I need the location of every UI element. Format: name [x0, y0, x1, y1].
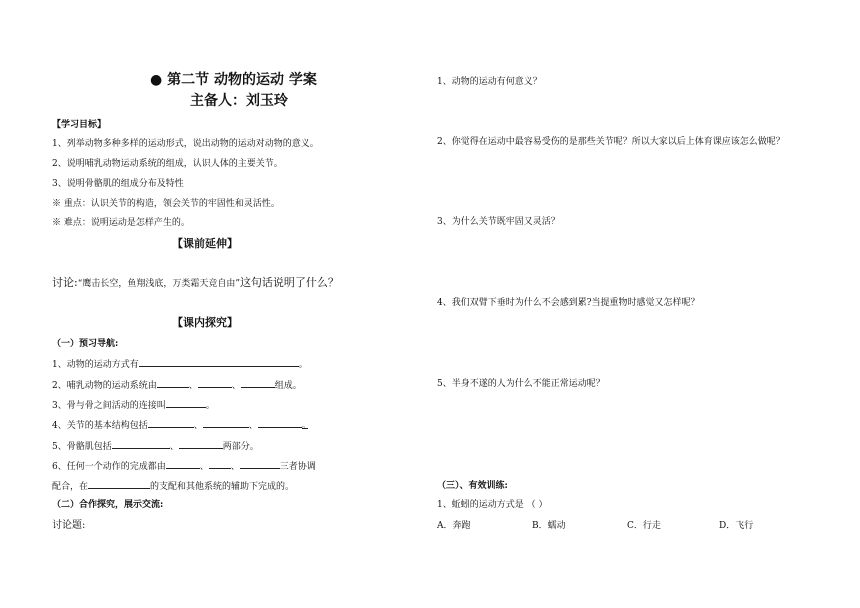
- document-title: [150, 69, 317, 89]
- q1-end: 。: [298, 360, 308, 370]
- preview-q5: [52, 438, 259, 452]
- q6-text: 6、任何一个动作的完成都由: [52, 462, 166, 472]
- discussion-quote: “鹰击长空，鱼翔浅底，万类霜天竞自由”: [77, 279, 240, 289]
- q1-text: 1、动物的运动方式有: [52, 360, 139, 370]
- preview-q3: [52, 397, 215, 411]
- q4-blank-3[interactable]: [258, 417, 302, 428]
- cooperation-heading: （二）合作探究，展示交流:: [52, 500, 164, 510]
- objective-3: 3、说明骨骼肌的组成分布及特性: [52, 179, 184, 189]
- q4-sep-2: 、: [248, 421, 258, 431]
- q4-sep-1: 、: [193, 421, 203, 431]
- q4-blank-2[interactable]: [203, 417, 249, 428]
- q5-sep: 、: [169, 442, 179, 452]
- q4-blank-1[interactable]: [148, 417, 194, 428]
- q6b-end: 的支配和其他系统的辅助下完成的。: [150, 482, 295, 492]
- right-question-5: 5、半身不遂的人为什么不能正常运动呢？: [437, 379, 605, 389]
- pre-class-heading: 【课前延伸】: [172, 237, 238, 250]
- training-question-1: 1、蚯蚓的运动方式是 （ ）: [437, 500, 548, 510]
- q6-blank-1[interactable]: [166, 458, 200, 469]
- discussion-suffix: 这句话说明了什么？: [239, 276, 339, 289]
- q2-sep-2: 、: [231, 381, 241, 391]
- discussion-question: [52, 274, 339, 290]
- q6-end: 三者协调: [279, 462, 316, 472]
- right-question-1: 1、动物的运动有何意义？: [437, 77, 542, 87]
- preview-heading: （一）预习导航:: [52, 339, 119, 349]
- q3-blank[interactable]: [166, 397, 206, 408]
- right-question-3: 3、为什么关节既牢固又灵活？: [437, 217, 560, 227]
- title-text: 第二节 动物的运动 学案: [167, 72, 317, 88]
- option-c[interactable]: C．行走: [627, 521, 661, 531]
- q6b-text: 配合，在: [52, 482, 89, 492]
- author-line: 主备人：刘玉玲: [190, 93, 288, 109]
- q2-blank-3[interactable]: [241, 377, 275, 388]
- q6-blank-2[interactable]: [209, 458, 231, 469]
- q2-sep-1: 、: [188, 381, 198, 391]
- discussion-prefix: 讨论:: [52, 276, 78, 289]
- in-class-heading: 【课内探究】: [172, 316, 238, 329]
- option-d[interactable]: D．飞行: [719, 521, 754, 531]
- objective-2: 2、说明哺乳动物运动系统的组成，认识人体的主要关节。: [52, 159, 283, 169]
- key-point: ※ 重点：认识关节的构造，领会关节的牢固性和灵活性。: [52, 199, 280, 209]
- q6-blank-3[interactable]: [240, 458, 280, 469]
- difficult-point: ※ 难点：说明运动是怎样产生的。: [52, 218, 190, 228]
- option-b[interactable]: B．蠕动: [532, 521, 566, 531]
- q5-blank-2[interactable]: [179, 438, 223, 449]
- preview-q6-continued: [52, 478, 294, 492]
- right-question-4: 4、我们双臂下垂时为什么不会感到累?当提重物时感觉又怎样呢？: [437, 298, 700, 308]
- q5-end: 两部分。: [222, 442, 259, 452]
- q2-end: 组成。: [274, 381, 302, 391]
- right-question-2: 2、你觉得在运动中最容易受伤的是那些关节呢？所以大家以后上体育课应该怎么做呢？: [437, 137, 785, 147]
- preview-q1: [52, 356, 308, 370]
- discussion-topic-label: 讨论题:: [52, 520, 86, 531]
- option-a[interactable]: A．奔跑: [437, 521, 471, 531]
- training-heading: （三）、有效训练:: [437, 481, 508, 491]
- q3-end: 。: [205, 401, 215, 411]
- q2-text: 2、哺乳动物的运动系统由: [52, 381, 157, 391]
- q6-sep-1: 、: [199, 462, 209, 472]
- q3-text: 3、骨与骨之间活动的连接叫: [52, 401, 166, 411]
- q1-blank[interactable]: [139, 356, 299, 367]
- q6-sep-2: 、: [230, 462, 240, 472]
- q5-blank-1[interactable]: [112, 438, 170, 449]
- q5-text: 5、骨骼肌包括: [52, 442, 112, 452]
- q2-blank-2[interactable]: [198, 377, 232, 388]
- q6b-blank[interactable]: [88, 478, 150, 489]
- q4-end: 。: [302, 418, 308, 429]
- preview-q4: [52, 417, 311, 431]
- objective-1: 1、列举动物多种多样的运动形式，说出动物的运动对动物的意义。: [52, 139, 319, 149]
- preview-q2: [52, 377, 302, 391]
- q2-blank-1[interactable]: [157, 377, 189, 388]
- q4-text: 4、关节的基本结构包括: [52, 421, 148, 431]
- objectives-heading: 【学习目标】: [52, 120, 107, 130]
- bullet-icon: ●: [150, 72, 163, 88]
- preview-q6: [52, 458, 316, 472]
